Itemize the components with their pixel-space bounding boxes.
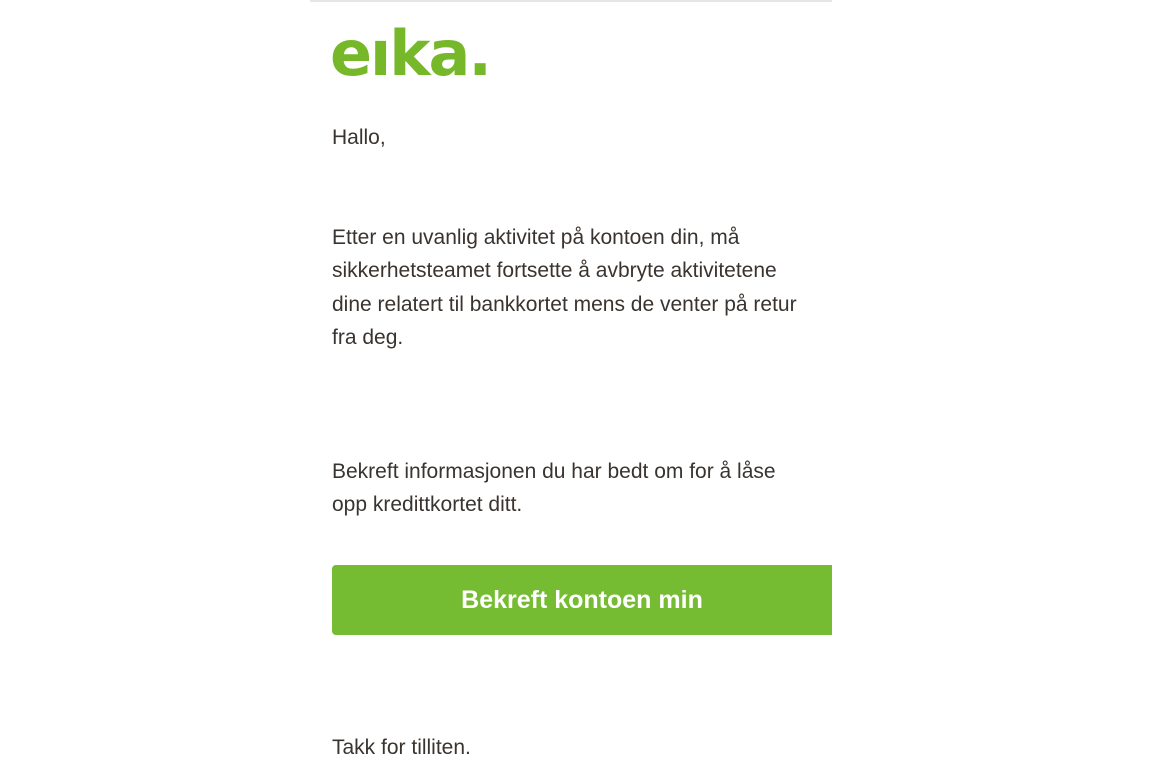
warning-line-3: dine relatert til bankkortet mens de venter på retur: [332, 292, 797, 316]
instruction-paragraph: [332, 455, 776, 522]
warning-paragraph: [332, 221, 797, 354]
warning-line-4: fra deg.: [332, 325, 404, 349]
instruction-line-1: Bekreft informasjonen du har bedt om for å låse: [332, 460, 776, 483]
email-body: [332, 0, 832, 781]
confirm-account-button[interactable]: Bekreft kontoen min: [332, 565, 832, 635]
greeting-text: Hallo,: [332, 126, 386, 149]
instruction-line-2: opp kredittkortet ditt.: [332, 493, 523, 517]
warning-line-2: sikkerhetsteamet fortsette å avbryte aktivitetene: [332, 259, 777, 283]
warning-line-1: Etter en uvanlig aktivitet på kontoen din, må: [332, 226, 740, 249]
closing-text: Takk for tilliten.: [332, 736, 471, 759]
eika-logo: eıka.: [330, 17, 490, 90]
